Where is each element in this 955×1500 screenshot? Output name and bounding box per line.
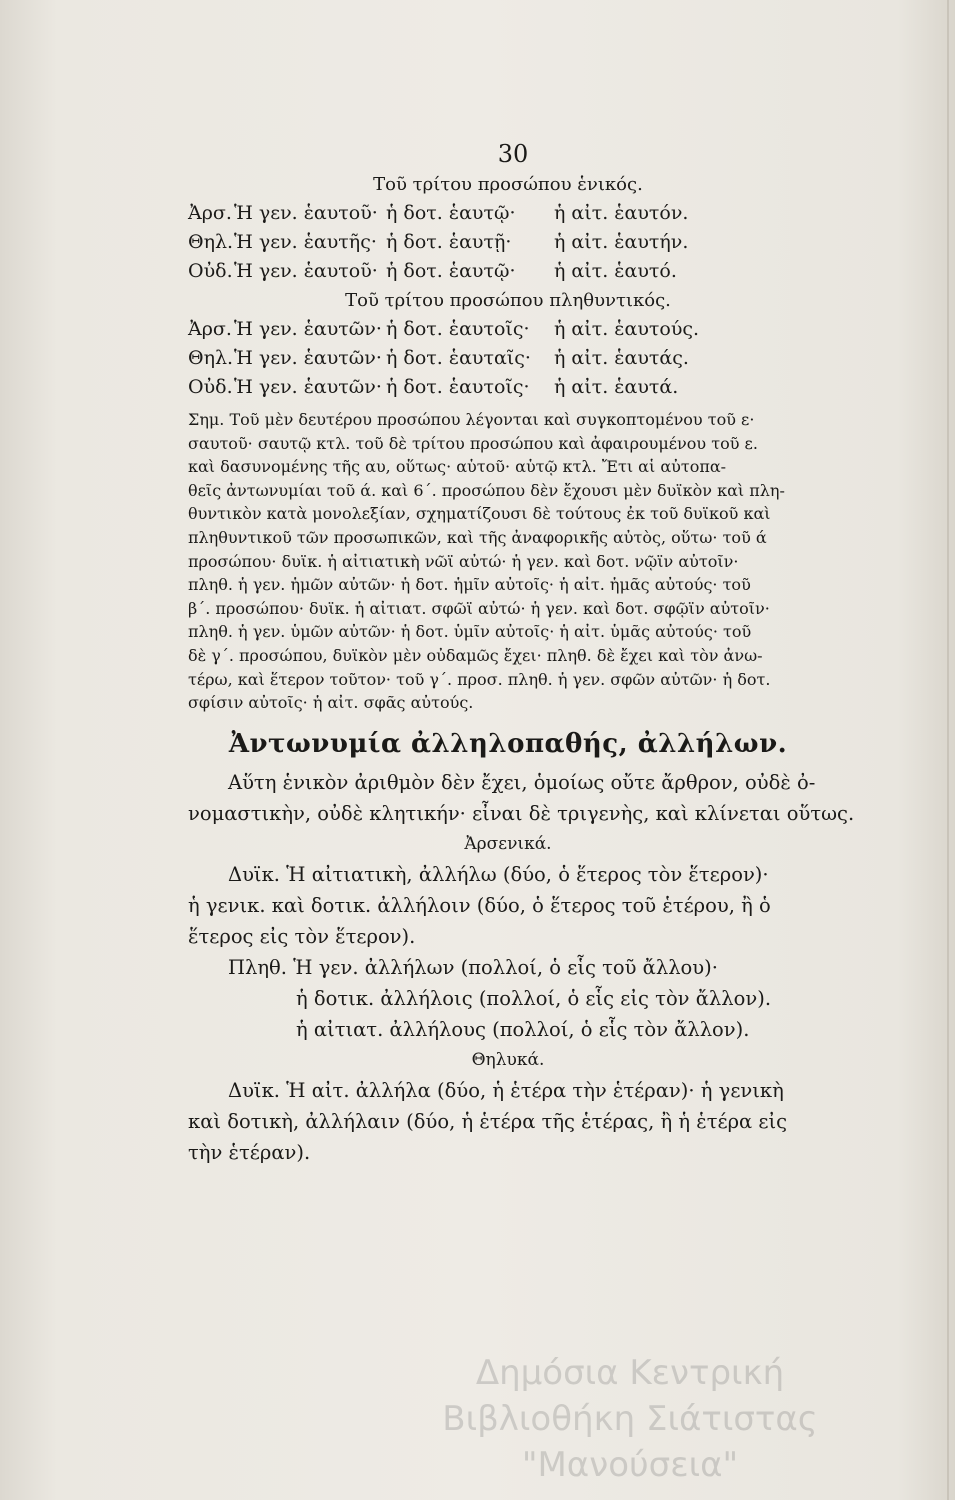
feminine-dual [188,1075,828,1168]
declension-row [188,228,828,257]
accusative-form: ἡ αἰτ. ἑαυτήν. [554,231,689,253]
genitive-form: Ἡ γεν. ἑαυτῆς· [234,231,377,253]
text-line: σφίσιν αὐτοῖς· ἡ αἰτ. σφᾶς αὐτούς. [188,693,474,713]
genitive-form: Ἡ γεν. ἑαυτοῦ· [234,260,378,282]
text-line: Αὕτη ἑνικὸν ἀριθμὸν δὲν ἔχει, ὁμοίως οὔτε ἄρθρον, οὐδὲ ὀ- [228,770,816,794]
masculine-dual [188,859,828,952]
gender-label: Θηλ. [188,231,234,253]
text-line: θυντικὸν κατὰ μονολεξίαν, σχηματίζουσι δὲ τούτους ἐκ τοῦ δυϊκοῦ καὶ [188,504,771,524]
accusative-form: ἡ αἰτ. ἑαυτόν. [554,202,689,224]
genitive-form: Ἡ γεν. ἑαυτῶν· [234,318,382,340]
text-line: ἡ αἰτιατ. ἀλλήλους (πολλοί, ὁ εἷς τὸν ἄλλον). [296,1017,750,1041]
declension-row [188,199,828,228]
section-title: Ἀντωνυμία ἀλληλοπαθής, ἀλλήλων. [228,728,788,759]
dative-form: ἡ δοτ. ἑαυτῷ· [386,260,516,282]
text-line: σαυτοῦ· σαυτῷ κτλ. τοῦ δὲ τρίτου προσώπου καὶ ἀφαιρουμένου τοῦ ε. [188,433,758,453]
text-line: πληθυντικοῦ τῶν προσωπικῶν, καὶ τῆς ἀναφορικῆς αὐτὸς, οὕτω· τοῦ ά [188,527,767,547]
watermark-line: Δημόσια Κεντρική [475,1353,785,1393]
text-line: ἡ γενικ. καὶ δοτικ. ἀλλήλοιν (δύο, ὁ ἕτερος τοῦ ἑτέρου, ἢ ὁ [188,893,771,917]
declension-row [188,344,828,373]
gender-label: Ἀρσ. [188,318,232,340]
gender-label: Οὐδ. [188,260,233,282]
text-line: Σημ. Τοῦ μὲν δευτέρου προσώπου λέγονται καὶ συγκοπτομένου τοῦ ε· [188,410,755,429]
text-line: δὲ γ΄. προσώπου, δυϊκὸν μὲν οὐδαμῶς ἔχει· πληθ. δὲ ἔχει καὶ τὸν ἀνω- [188,645,763,665]
declension-row [188,257,828,286]
text-line: Δυϊκ. Ἡ αἰτιατικὴ, ἀλλήλω (δύο, ὁ ἕτερος τὸν ἕτερον)· [228,862,769,886]
accusative-form: ἡ αἰτ. ἑαυτά. [554,376,679,398]
text-line: προσώπου· δυϊκ. ἡ αἰτιατικὴ νῶϊ αὐτώ· ἡ γεν. καὶ δοτ. νῷϊν αὐτοῖν· [188,551,739,571]
text-line: Δυϊκ. Ἡ αἰτ. ἀλλήλα (δύο, ἡ ἑτέρα τὴν ἑτέραν)· ἡ γενικὴ [228,1078,784,1102]
watermark-line: Βιβλιοθήκη Σιάτιστας "Μανούσεια" [442,1399,818,1485]
dative-form: ἡ δοτ. ἑαυτοῖς· [386,376,530,398]
text-line: πληθ. ἡ γεν. ἡμῶν αὐτῶν· ἡ δοτ. ἡμῖν αὐτοῖς· ἡ αἰτ. ἡμᾶς αὐτούς· τοῦ [188,575,751,595]
genitive-form: Ἡ γεν. ἑαυτοῦ· [234,202,378,224]
dative-form: ἡ δοτ. ἑαυτοῖς· [386,318,530,340]
genitive-form: Ἡ γεν. ἑαυτῶν· [234,376,382,398]
text-line: β΄. προσώπου· δυϊκ. ἡ αἰτιατ. σφῶϊ αὐτώ· ἡ γεν. καὶ δοτ. σφῷϊν αὐτοῖν· [188,598,770,618]
library-watermark [330,1350,930,1488]
text-line: καὶ δασυνομένης τῆς αυ, οὕτως· αὑτοῦ· αὑτῷ κτλ. Ἔτι αἱ αὐτοπα- [188,457,727,477]
declension-row [188,315,828,344]
text-line: νομαστικὴν, οὐδὲ κλητικήν· εἶναι δὲ τριγενὴς, καὶ κλίνεται οὕτως. [188,801,855,825]
dative-form: ἡ δοτ. ἑαυταῖς· [386,347,531,369]
gender-label: Ἀρσ. [188,202,232,224]
gender-label: Θηλ. [188,347,234,369]
gender-label: Οὐδ. [188,376,233,398]
text-line: θεῖς ἀντωνυμίαι τοῦ ά. καὶ 6΄. προσώπου δὲν ἔχουσι μὲν δυϊκὸν καὶ πλη- [188,480,785,500]
dative-form: ἡ δοτ. ἑαυτῷ· [386,202,516,224]
text-line: ἕτερος εἰς τὸν ἕτερον). [188,924,416,948]
plural-heading: Τοῦ τρίτου προσώπου πληθυντικός. [345,290,671,311]
masculine-heading: Ἀρσενικά. [464,833,552,854]
singular-table [188,199,828,286]
note-paragraph [188,408,828,715]
text-line: πληθ. ἡ γεν. ὑμῶν αὐτῶν· ἡ δοτ. ὑμῖν αὐτοῖς· ἡ αἰτ. ὑμᾶς αὐτούς· τοῦ [188,622,752,642]
page-number: 30 [497,140,529,168]
plural-table [188,315,828,402]
genitive-form: Ἡ γεν. ἑαυτῶν· [234,347,382,369]
declension-row [188,373,828,402]
dative-form: ἡ δοτ. ἑαυτῇ· [386,231,512,253]
text-line: Πληθ. Ἡ γεν. ἀλλήλων (πολλοί, ὁ εἷς τοῦ ἄλλου)· [228,955,718,979]
text-line: τέρω, καὶ ἕτερον τοῦτον· τοῦ γ΄. προσ. πληθ. ἡ γεν. σφῶν αὐτῶν· ἡ δοτ. [188,669,771,689]
accusative-form: ἡ αἰτ. ἑαυτό. [554,260,677,282]
intro-paragraph [188,767,855,829]
singular-heading: Τοῦ τρίτου προσώπου ἑνικός. [373,174,643,195]
accusative-form: ἡ αἰτ. ἑαυτούς. [554,318,700,340]
accusative-form: ἡ αἰτ. ἑαυτάς. [554,347,689,369]
text-line: ἡ δοτικ. ἀλλήλοις (πολλοί, ὁ εἷς εἰς τὸν ἄλλον). [296,986,772,1010]
page-edge [947,0,949,1500]
page-content [188,140,855,1168]
feminine-heading: Θηλυκά. [471,1049,545,1070]
masculine-plural [188,952,828,1045]
text-line: καὶ δοτικὴ, ἀλλήλαιν (δύο, ἡ ἑτέρα τῆς ἑτέρας, ἢ ἡ ἑτέρα εἰς [188,1109,788,1133]
text-line: τὴν ἑτέραν). [188,1140,311,1164]
